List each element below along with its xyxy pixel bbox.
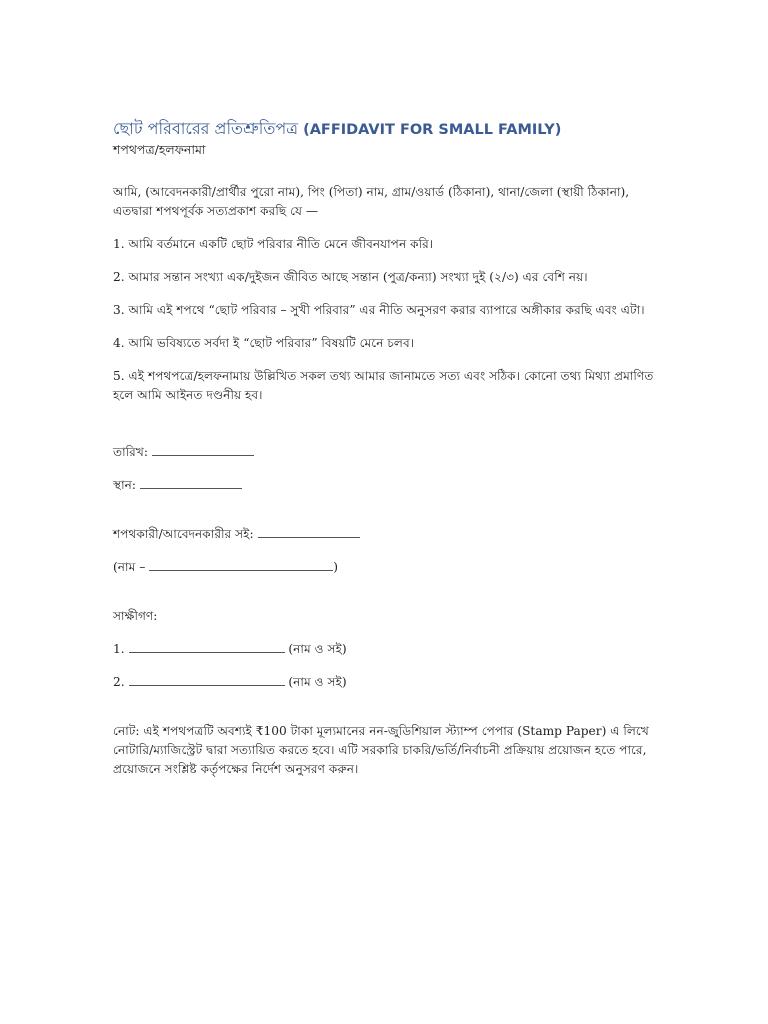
deponent-line xyxy=(113,525,658,544)
name-open: (নাম – xyxy=(113,560,146,574)
witness-2-blank xyxy=(129,674,285,686)
witness-1-suffix: (নাম ও সই) xyxy=(288,642,347,656)
clause-4: 4. আমি ভবিষ্যতে সর্বদা ই “ছোট পরিবার” বিষয়টি মেনে চলব। xyxy=(113,336,415,350)
witness-2-number: 2. xyxy=(113,675,125,689)
place-label: স্থান: xyxy=(113,478,136,492)
date-blank xyxy=(152,444,254,456)
note-paragraph: নোট: এই শপথপত্রটি অবশ্যই ₹100 টাকা মূল্যমানের নন-জুডিশিয়াল স্ট্যাম্প পেপার (Stamp Paper) এ লিখে নোটারি/ম্যাজিস্ট্রেট দ্বারা সত্যায়িত করতে হবে। এটি সরকারি চাকরি/ভর্তি/নির্বাচনী প্রক্রিয়ায় প্রয়োজন হতে পারে, প্রয়োজনে সংশ্লিষ্ট কর্তৃপক্ষের নির্দেশ অনুসরণ করুন। xyxy=(113,724,649,776)
title-english: (AFFIDAVIT FOR SMALL FAMILY) xyxy=(303,122,562,138)
witness-1-blank xyxy=(129,641,285,653)
title-local: ছোট পরিবারের প্রতিশ্রুতিপত্র xyxy=(113,119,298,138)
witness-2-line xyxy=(113,673,658,692)
clause-3: 3. আমি এই শপথে “ছোট পরিবার – সুখী পরিবার” এর নীতি অনুসরণ করার ব্যাপারে অঙ্গীকার করছি এবং এটা। xyxy=(113,303,645,317)
deponent-label: শপথকারী/আবেদনকারীর সই: xyxy=(113,527,254,541)
place-line xyxy=(113,476,658,495)
clause-1: 1. আমি বর্তমানে একটি ছোট পরিবার নীতি মেনে জীবনযাপন করি। xyxy=(113,237,434,251)
intro-paragraph: আমি, (আবেদনকারী/প্রার্থীর পুরো নাম), পিং (পিতা) নাম, গ্রাম/ওয়ার্ড (ঠিকানা), থানা/জেলা (স্থায়ী ঠিকানা), এতদ্বারা শপথপূর্বক সত্যপ্রকাশ করছি যে — xyxy=(113,185,630,218)
witness-1-line xyxy=(113,640,658,659)
place-blank xyxy=(140,477,242,489)
name-close: ) xyxy=(333,560,338,574)
clause-5: 5. এই শপথপত্রে/হলফনামায় উল্লিখিত সকল তথ্য আমার জানামতে সত্য এবং সঠিক। কোনো তথ্য মিথ্যা প্রমাণিত হলে আমি আইনত দণ্ডনীয় হব। xyxy=(113,369,654,402)
clause-2: 2. আমার সন্তান সংখ্যা এক/দুইজন জীবিত আছে সন্তান (পুত্র/কন্যা) সংখ্যা দুই (২/৩) এর বেশি নয়। xyxy=(113,270,588,284)
document-page xyxy=(113,118,658,779)
deponent-blank xyxy=(258,526,360,538)
name-line xyxy=(113,558,658,577)
witness-1-number: 1. xyxy=(113,642,125,656)
name-blank xyxy=(149,559,333,571)
date-label: তারিখ: xyxy=(113,445,148,459)
witnesses-label: সাক্ষীগণ: xyxy=(113,609,158,623)
document-subtitle: শপথপত্র/হলফনামা xyxy=(113,142,206,157)
document-title xyxy=(113,118,658,141)
date-line xyxy=(113,443,658,462)
witness-2-suffix: (নাম ও সই) xyxy=(288,675,347,689)
